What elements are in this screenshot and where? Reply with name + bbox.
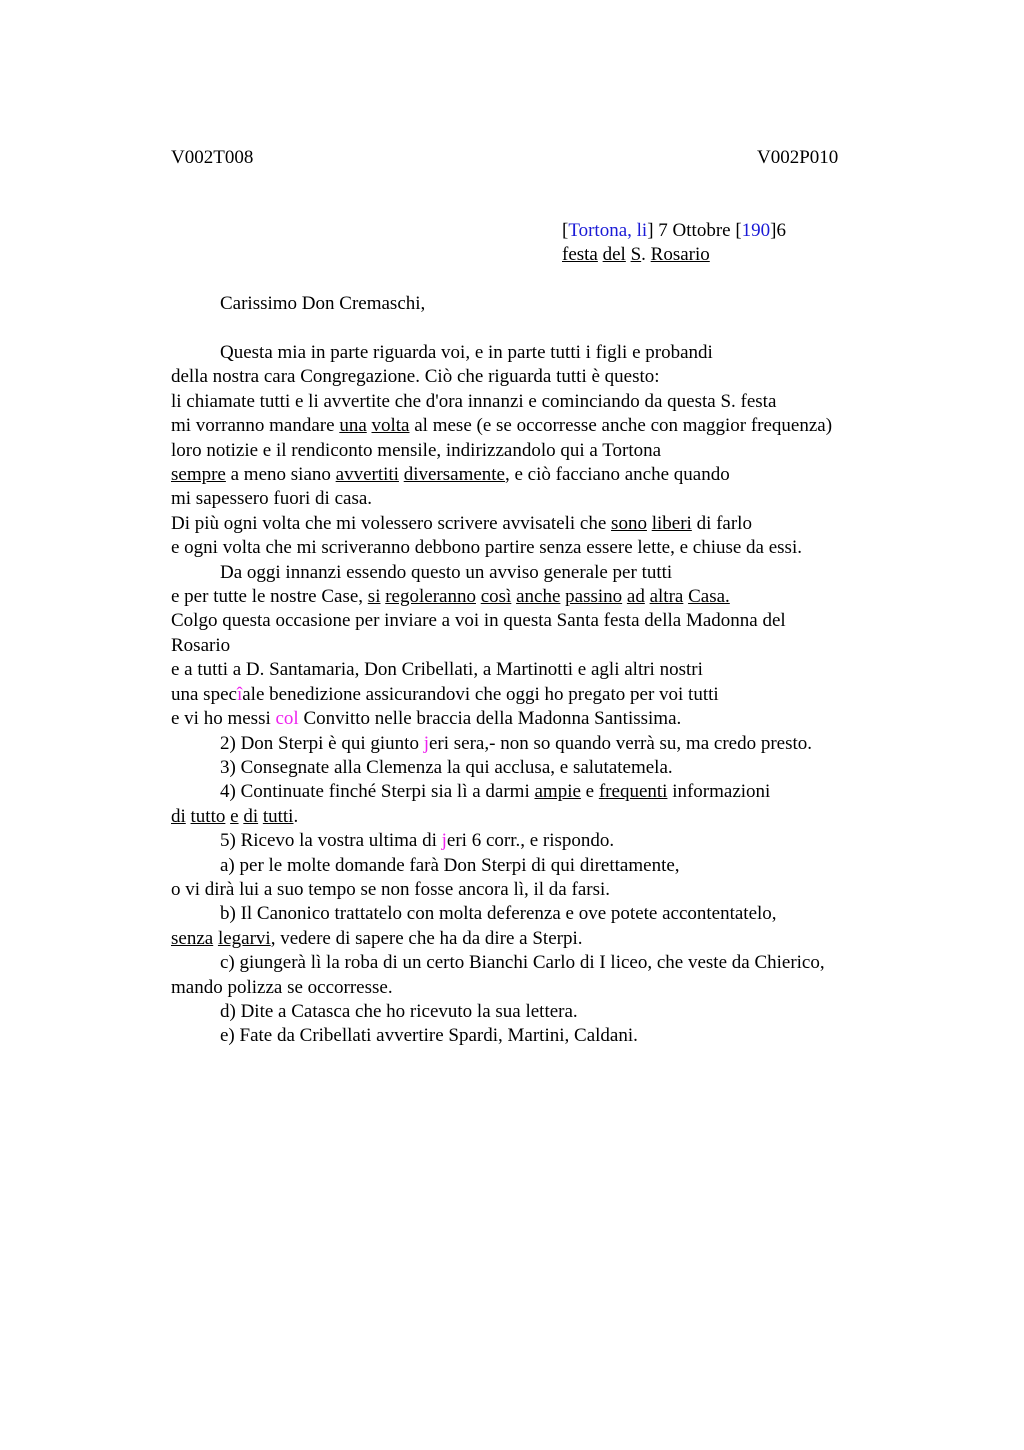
letter-line <box>171 976 931 1000</box>
underlined-text: legarvi <box>217 927 271 949</box>
letter-line <box>171 512 931 536</box>
highlighted-text: j <box>441 830 447 852</box>
text-segment: eri sera,- non so quando verrà su, ma credo presto. <box>428 732 813 754</box>
text-segment: Convitto nelle braccia della Madonna Santissima. <box>298 708 682 730</box>
letter-line <box>171 658 931 682</box>
underlined-text: regoleranno <box>385 586 476 608</box>
text-segment: loro notizie e il rendiconto mensile, indirizzandolo qui a Tortona <box>171 439 662 461</box>
text-segment: mi sapessero fuori di casa. <box>171 488 373 510</box>
underlined-text: una <box>339 415 367 437</box>
letter-line <box>171 878 931 902</box>
letter-line <box>171 683 931 707</box>
day-month: 7 Ottobre <box>653 220 736 241</box>
underlined-text: anche <box>516 586 561 608</box>
text-segment: li chiamate tutti e li avvertite che d'ora innanzi e cominciando da questa S. festa <box>171 390 777 412</box>
underlined-text: frequenti <box>598 781 668 803</box>
text-segment: d) Dite a Catasca che ho ricevuto la sua lettera. <box>220 1000 578 1022</box>
text-segment: . <box>641 244 651 266</box>
highlighted-text: col <box>275 708 299 730</box>
text-segment: Colgo questa occasione per inviare a voi in questa Santa festa della Madonna del <box>171 610 786 632</box>
text-segment: e vi ho messi <box>171 708 276 730</box>
letter-line <box>171 780 931 804</box>
text-segment: 2) Don Sterpi è qui giunto <box>220 732 424 754</box>
bracket-open: [ <box>562 220 569 241</box>
text-segment: informazioni <box>667 781 771 803</box>
text-segment: e) Fate da Cribellati avvertire Spardi, Martini, Caldani. <box>220 1025 638 1047</box>
underlined-text: liberi <box>651 512 692 534</box>
underlined-text: sono <box>611 512 647 534</box>
letter-line <box>171 463 931 487</box>
text-segment: Di più ogni volta che mi volessero scrivere avvisateli che <box>171 512 612 534</box>
underlined-text: avvertiti <box>335 464 399 486</box>
letter-line <box>171 951 931 975</box>
underlined-text: si <box>367 586 381 608</box>
letter-line <box>171 805 931 829</box>
text-segment: eri 6 corr., e rispondo. <box>446 830 615 852</box>
year-suffix: 6 <box>776 220 786 241</box>
underlined-text: tutto <box>190 805 226 827</box>
text-segment: 4) Continuate finché Sterpi sia lì a darmi <box>220 781 535 803</box>
underlined-text: tutti <box>262 805 294 827</box>
highlighted-text: j <box>423 732 429 754</box>
year-prefix: 190 <box>741 220 771 241</box>
letter-line <box>171 1000 931 1024</box>
underlined-text: passino <box>565 586 623 608</box>
text-segment: e ogni volta che mi scriveranno debbono partire senza essere lette, e chiuse da essi. <box>171 537 802 559</box>
text-segment: Rosario <box>171 634 231 656</box>
letter-line <box>171 634 931 658</box>
underlined-text: e <box>230 805 239 827</box>
highlighted-text: î <box>236 683 243 705</box>
text-segment: , vedere di sapere che ha da dire a Sterpi. <box>270 927 583 949</box>
text-segment: di farlo <box>691 512 752 534</box>
letter-line <box>171 732 931 756</box>
feast-line <box>562 243 786 267</box>
letter-line <box>171 561 931 585</box>
letter-line <box>171 854 931 878</box>
text-segment: o vi dirà lui a suo tempo se non fosse ancora lì, il da farsi. <box>171 878 611 900</box>
underlined-text: così <box>480 586 512 608</box>
letter-line <box>171 439 931 463</box>
underlined-text: S <box>630 244 642 266</box>
text-segment: ale benedizione assicurandovi che oggi ho pregato per voi tutti <box>242 683 719 705</box>
letter-line <box>171 829 931 853</box>
text-segment: e per tutte le nostre Case, <box>171 586 368 608</box>
text-segment: . <box>293 805 299 827</box>
text-segment: 5) Ricevo la vostra ultima di <box>220 830 442 852</box>
text-segment: una spec <box>171 683 237 705</box>
text-segment: c) giungerà lì la roba di un certo Bianchi Carlo di I liceo, che veste da Chierico, <box>220 952 825 974</box>
letter-line <box>171 707 931 731</box>
text-segment: a meno siano <box>225 464 336 486</box>
dateline <box>562 219 786 268</box>
letter-line <box>171 609 931 633</box>
underlined-text: di <box>171 805 186 827</box>
letter-line <box>171 365 931 389</box>
document-code-right: V002P010 <box>757 147 839 168</box>
text-segment: Questa mia in parte riguarda voi, e in parte tutti i figli e probandi <box>220 342 713 363</box>
letter-line <box>171 487 931 511</box>
place-name: Tortona, li <box>568 220 648 241</box>
text-segment: Da oggi innanzi essendo questo un avviso generale per tutti <box>220 561 673 583</box>
text-segment: mi vorranno mandare <box>171 415 340 437</box>
underlined-text: sempre <box>171 464 226 486</box>
text-segment: e a tutti a D. Santamaria, Don Cribellati, a Martinotti e agli altri nostri <box>171 659 703 681</box>
text-segment: della nostra cara Congregazione. Ciò che riguarda tutti è questo: <box>171 366 660 388</box>
text-segment: mando polizza se occorresse. <box>171 976 393 998</box>
underlined-text: ad <box>626 586 645 608</box>
date-line <box>562 219 786 243</box>
letter-line <box>171 585 931 609</box>
underlined-text: Casa. <box>688 586 730 608</box>
letter-line <box>171 902 931 926</box>
underlined-text: del <box>602 244 626 266</box>
text-segment: a) per le molte domande farà Don Sterpi di qui direttamente, <box>220 854 680 876</box>
underlined-text: Rosario <box>650 244 710 266</box>
text-segment: b) Il Canonico trattatelo con molta deferenza e ove potete accontentatelo, <box>220 903 777 925</box>
underlined-text: volta <box>371 415 410 437</box>
text-segment: e <box>580 781 599 803</box>
letter-body <box>171 341 931 1049</box>
underlined-text: festa <box>562 244 598 266</box>
underlined-text: diversamente <box>403 464 505 486</box>
letter-line <box>171 341 931 365</box>
letter-line <box>171 390 931 414</box>
text-segment: 3) Consegnate alla Clemenza la qui acclusa, e salutatemela. <box>220 756 673 778</box>
letter-line <box>171 414 931 438</box>
bracket-close: ] <box>770 220 777 241</box>
underlined-text: ampie <box>534 781 581 803</box>
underlined-text: di <box>243 805 259 827</box>
letter-line <box>171 536 931 560</box>
letter-line <box>171 927 931 951</box>
text-segment: , e ciò facciano anche quando <box>505 464 730 486</box>
document-code-left: V002T008 <box>171 147 254 168</box>
letter-line <box>171 1024 931 1048</box>
text-segment: al mese (e se occorresse anche con maggior frequenza) <box>409 415 833 437</box>
underlined-text: altra <box>649 586 684 608</box>
bracket-open: [ <box>735 220 742 241</box>
underlined-text: senza <box>171 927 214 949</box>
salutation: Carissimo Don Cremaschi, <box>220 293 426 314</box>
letter-line <box>171 756 931 780</box>
bracket-close: ] <box>647 220 654 241</box>
